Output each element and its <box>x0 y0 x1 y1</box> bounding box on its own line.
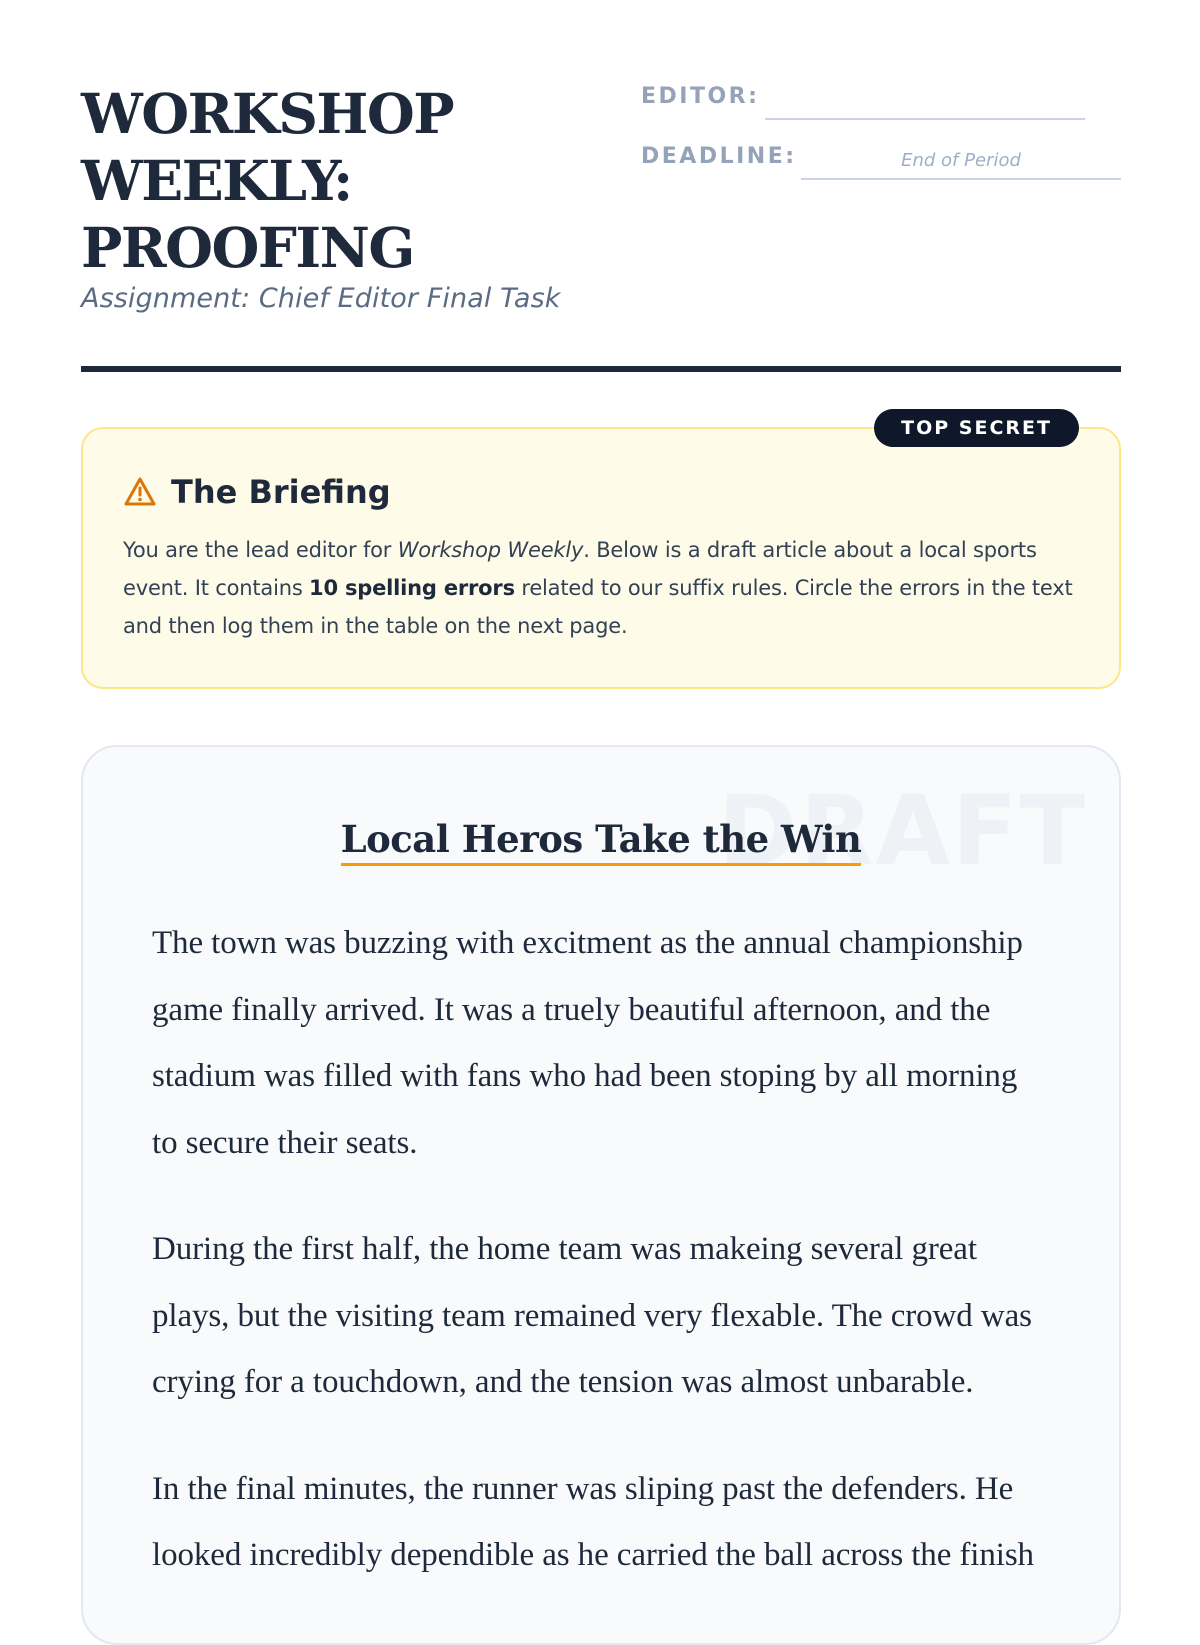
top-secret-badge: TOP SECRET <box>874 409 1079 447</box>
header-divider <box>81 366 1121 372</box>
briefing-text-part: You are the lead editor for <box>123 538 398 562</box>
article-paragraph: In the final minutes, the runner was sliping past the defenders. He looked incredibly dependible as he carried the ball across the finish <box>152 1470 1034 1573</box>
editor-label: EDITOR: <box>641 84 760 109</box>
title-line: WORKSHOP <box>81 81 454 146</box>
publication-name: Workshop Weekly <box>397 538 584 562</box>
draft-article <box>81 745 1121 1645</box>
worksheet-page <box>81 0 1121 1573</box>
article-paragraph: During the first half, the home team was makeing several great plays, but the visiting team remained very flexable. The crowd was crying for a touchdown, and the tension was almost unbarable. <box>152 1231 1032 1400</box>
article-paragraph: The town was buzzing with excitment as the annual championship game finally arrived. It was a truely beautiful afternoon, and the stadium was filled with fans who had been stoping by all morning to secure their seats. <box>152 925 1023 1161</box>
worksheet-header <box>81 0 1121 372</box>
deadline-field[interactable] <box>641 144 1121 204</box>
page-title <box>81 80 601 281</box>
assignment-subtitle: Assignment: Chief Editor Final Task <box>81 283 561 314</box>
briefing-box <box>81 417 1121 689</box>
briefing-header <box>123 473 1079 511</box>
briefing-text-part: . Below is a draft article about a local sports event. It contains <box>123 538 1037 600</box>
warning-triangle-icon <box>123 476 157 508</box>
draft-watermark: DRAFT <box>718 775 1087 887</box>
briefing-title: The Briefing <box>171 473 391 511</box>
deadline-line[interactable] <box>801 178 1121 180</box>
article-headline: Local Heros Take the Win <box>341 817 862 866</box>
deadline-value: End of Period <box>901 150 1021 171</box>
article-body <box>152 910 1050 1589</box>
briefing-text-part: related to our suffix rules. Circle the errors in the text and then log them in the table on the next page. <box>123 576 1073 638</box>
title-line: WEEKLY: <box>81 148 352 213</box>
meta-fields <box>641 84 1121 204</box>
deadline-label: DEADLINE: <box>641 144 797 169</box>
briefing-text <box>123 531 1079 645</box>
title-line: PROOFING <box>81 215 414 280</box>
editor-line[interactable] <box>765 118 1085 120</box>
editor-field[interactable] <box>641 84 1121 144</box>
error-count: 10 spelling errors <box>309 576 515 600</box>
headline-container <box>152 817 1050 866</box>
